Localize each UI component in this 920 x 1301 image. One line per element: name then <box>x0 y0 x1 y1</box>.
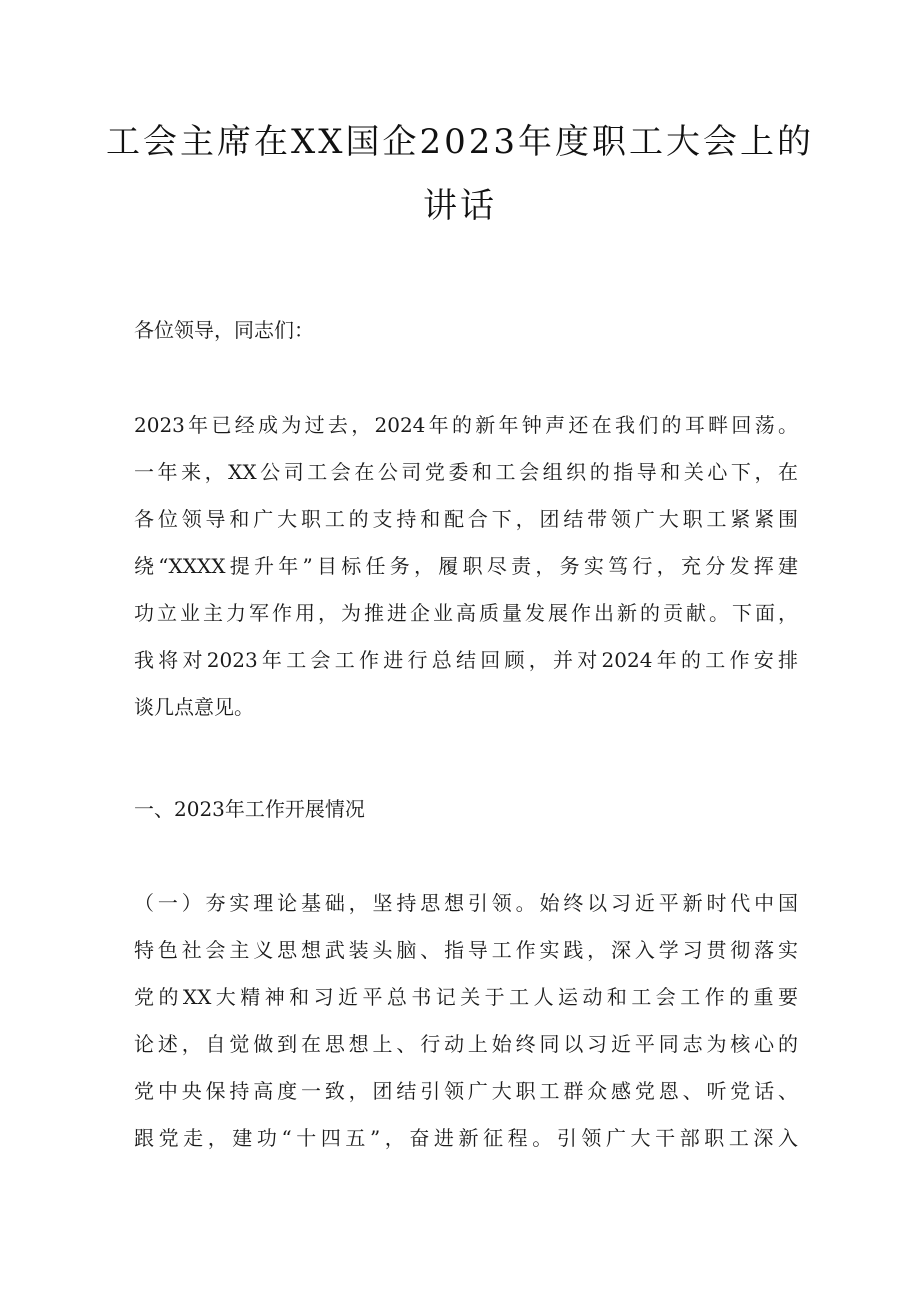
paragraph-2-line-3: 党的XX大精神和习近平总书记关于工人运动和工会工作的重要 <box>134 985 798 1009</box>
paragraph-2-line-2: 特色社会主义思想武装头脑、指导工作实践，深入学习贯彻落实 <box>134 938 798 962</box>
section-1-heading: 一、2023年工作开展情况 <box>134 797 365 821</box>
paragraph-1-line-3: 各位领导和广大职工的支持和配合下，团结带领广大职工紧紧围 <box>134 507 798 531</box>
document-title-line-1: 工会主席在XX国企2023年度职工大会上的 <box>106 122 814 162</box>
paragraph-1-line-5: 功立业主力军作用，为推进企业高质量发展作出新的贡献。下面， <box>134 601 798 625</box>
paragraph-2-line-6: 跟党走，建功“十四五”，奋进新征程。引领广大干部职工深入 <box>134 1126 798 1150</box>
paragraph-2-line-4: 论述，自觉做到在思想上、行动上始终同以习近平同志为核心的 <box>134 1032 798 1056</box>
document-title-line-2: 讲话 <box>423 186 497 226</box>
paragraph-2-line-5: 党中央保持高度一致，团结引领广大职工群众感党恩、听党话、 <box>134 1079 798 1103</box>
paragraph-2-line-1: （一）夯实理论基础，坚持思想引领。始终以习近平新时代中国 <box>134 891 798 915</box>
paragraph-1-line-2: 一年来，XX公司工会在公司党委和工会组织的指导和关心下，在 <box>134 460 798 484</box>
salutation: 各位领导，同志们： <box>134 318 314 342</box>
paragraph-1-line-4: 绕“XXXX提升年”目标任务，履职尽责，务实笃行，充分发挥建 <box>134 554 798 578</box>
paragraph-1-line-7: 谈几点意见。 <box>134 695 254 719</box>
paragraph-1-line-1: 2023年已经成为过去，2024年的新年钟声还在我们的耳畔回荡。 <box>134 413 798 437</box>
paragraph-1-line-6: 我将对2023年工会工作进行总结回顾，并对2024年的工作安排 <box>134 648 798 672</box>
